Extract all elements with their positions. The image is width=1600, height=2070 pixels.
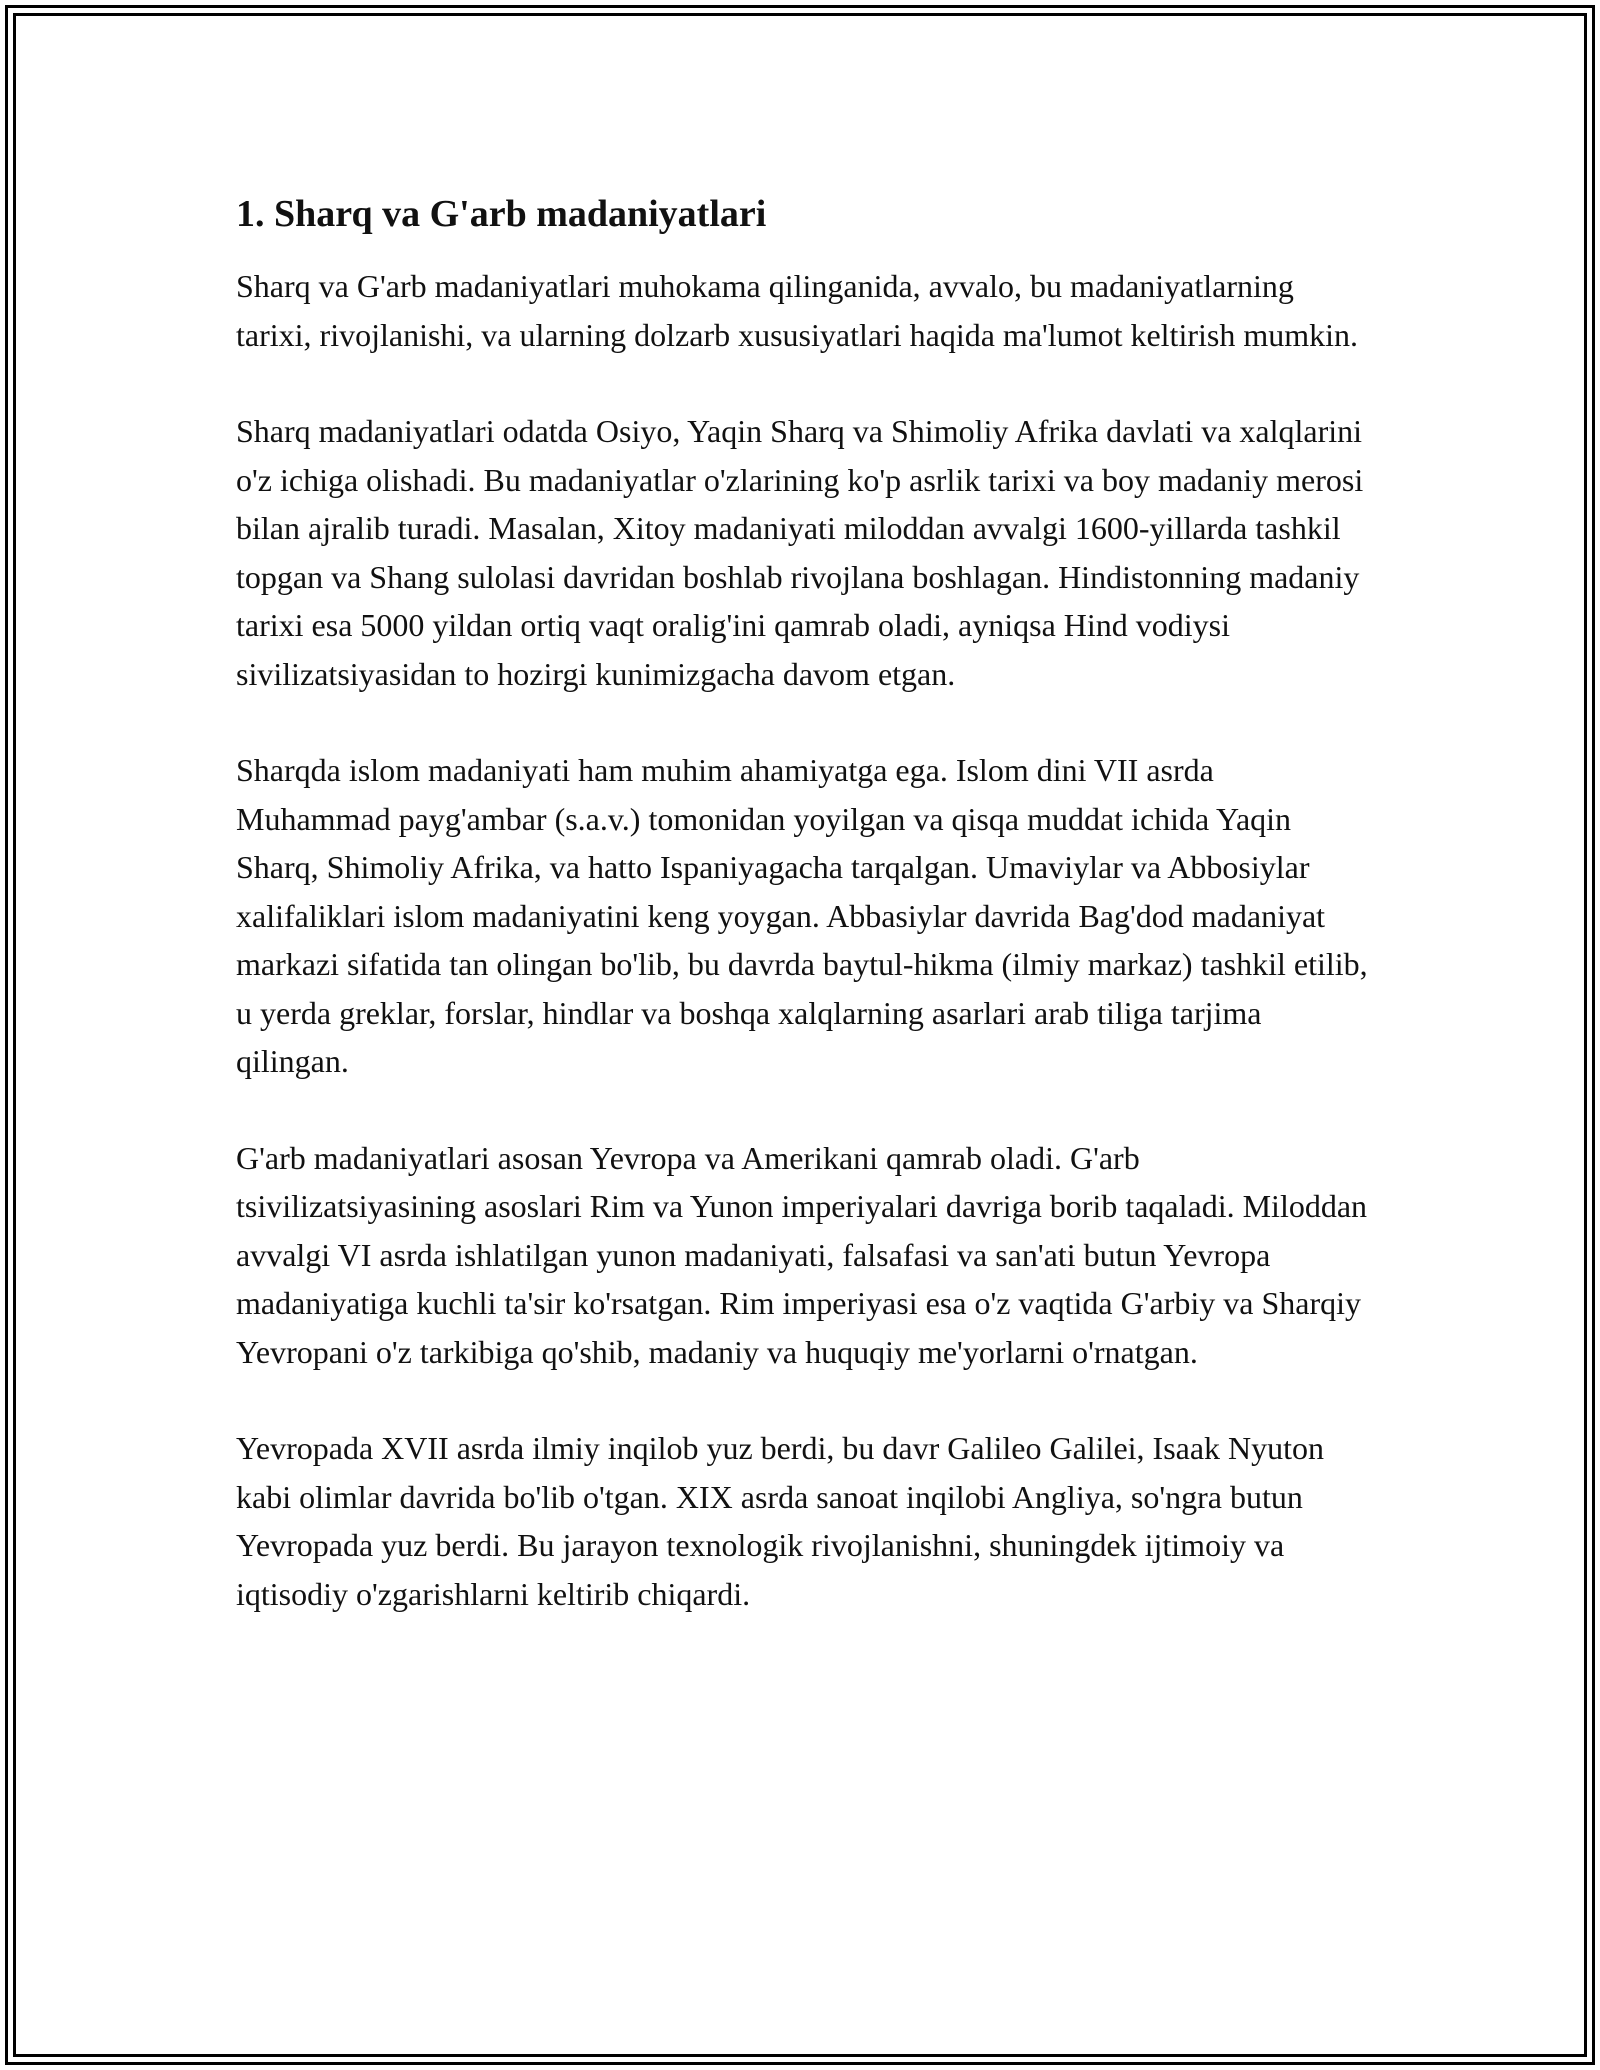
paragraph-western-cultures: G'arb madaniyatlari asosan Yevropa va Amerikani qamrab oladi. G'arb tsivilizatsiyasining asoslari Rim va Yunon imperiyalari davriga borib taqaladi. Miloddan avvalgi VI asrda ishlatilgan yunon madaniyati, falsafasi va san'ati butun Yevropa madaniyatiga kuchli ta'sir ko'rsatgan. Rim imperiyasi esa o'z vaqtida G'arbiy va Sharqiy Yevropani o'z tarkibiga qo'shib, madaniy va huquqiy me'yorlarni o'rnatgan. — [236, 1139, 1368, 1370]
document-body — [236, 188, 1376, 1666]
paragraph-intro: Sharq va G'arb madaniyatlari muhokama qilinganida, avvalo, bu madaniyatlarning tarixi, rivojlanishi, va ularning dolzarb xususiyatlari haqida ma'lumot keltirish mumkin. — [236, 268, 1358, 353]
section-heading: 1. Sharq va G'arb madaniyatlari — [236, 193, 767, 235]
paragraph-eastern-cultures: Sharq madaniyatlari odatda Osiyo, Yaqin Sharq va Shimoliy Afrika davlati va xalqlarini o'z ichiga olishadi. Bu madaniyatlar o'zlarining ko'p asrlik tarixi va boy madaniy merosi bilan ajralib turadi. Masalan, Xitoy madaniyati miloddan avvalgi 1600-yillarda tashkil topgan va Shang sulolasi davridan boshlab rivojlana boshlagan. Hindistonning madaniy tarixi esa 5000 yildan ortiq vaqt oralig'ini qamrab oladi, ayniqsa Hind vodiysi sivilizatsiyasidan to hozirgi kunimizgacha davom etgan. — [236, 413, 1364, 692]
paragraph-scientific-revolution: Yevropada XVII asrda ilmiy inqilob yuz berdi, bu davr Galileo Galilei, Isaak Nyuton kabi olimlar davrida bo'lib o'tgan. XIX asrda sanoat inqilobi Angliya, so'ngra butun Yevropada yuz berdi. Bu jarayon texnologik rivojlanishni, shuningdek ijtimoiy va iqtisodiy o'zgarishlarni keltirib chiqardi. — [236, 1430, 1325, 1612]
paragraph-islamic-culture: Sharqda islom madaniyati ham muhim ahamiyatga ega. Islom dini VII asrda Muhammad payg'ambar (s.a.v.) tomonidan yoyilgan va qisqa muddat ichida Yaqin Sharq, Shimoliy Afrika, va hatto Ispaniyagacha tarqalgan. Umaviylar va Abbosiylar xalifaliklari islom madaniyatini keng yoygan. Abbasiylar davrida Bag'dod madaniyat markazi sifatida tan olingan bo'lib, bu davrda baytul-hikma (ilmiy markaz) tashkil etilib, u yerda greklar, forslar, hindlar va boshqa xalqlarning asarlari arab tiliga tarjima qilingan. — [236, 752, 1368, 1079]
